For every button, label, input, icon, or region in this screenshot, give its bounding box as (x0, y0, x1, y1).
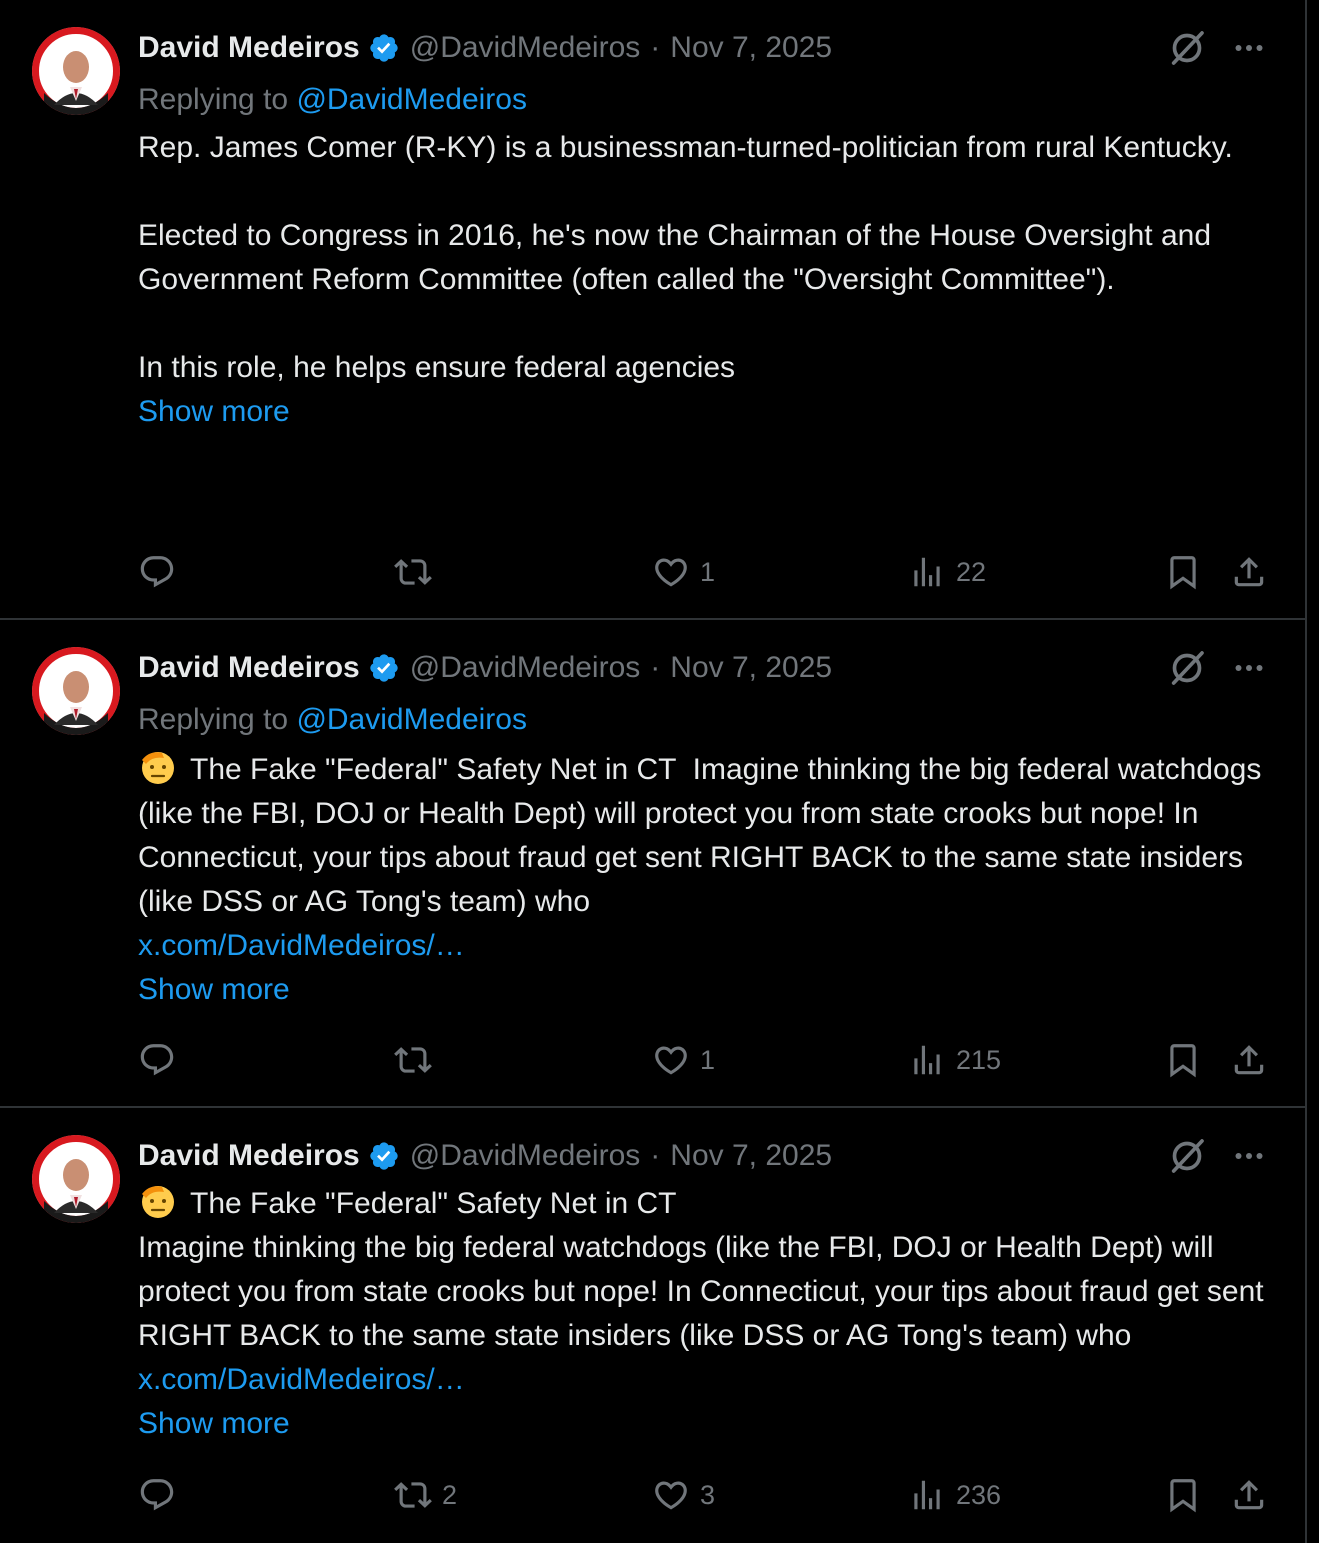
tweet-actions (138, 1473, 1267, 1517)
repost-icon (394, 1476, 432, 1514)
views-button[interactable] (908, 550, 986, 594)
reply-icon (138, 553, 176, 591)
show-more-link[interactable]: Show more (138, 1407, 290, 1440)
tweet[interactable] (0, 1108, 1305, 1543)
tweet-text: Rep. James Comer (R-KY) is a businessman-turned-politician from rural Kentucky. Elected to Congress in 2016, he's now the Chairman of the House Oversight and Government Reform Committee (often called the "Oversight Committee"). In this role, he helps ensure federal agencies (138, 131, 1233, 384)
view-count: 236 (956, 1479, 1002, 1510)
reply-icon (138, 1041, 176, 1079)
reply-button[interactable] (138, 1473, 186, 1517)
author-handle[interactable]: @DavidMedeiros (409, 31, 641, 64)
repost-button[interactable] (394, 550, 442, 594)
replying-to-label: Replying to (138, 703, 297, 736)
reply-button[interactable] (138, 1038, 186, 1082)
tweet-header (138, 1136, 1267, 1176)
like-button[interactable] (652, 1473, 715, 1517)
saluting-face-emoji (138, 1180, 178, 1220)
separator-dot: · (650, 31, 661, 64)
share-button[interactable] (1230, 1038, 1268, 1082)
share-icon (1230, 553, 1268, 591)
author-name[interactable]: David Medeiros (138, 31, 360, 64)
bookmark-icon (1164, 1041, 1202, 1079)
bookmark-button[interactable] (1164, 1038, 1202, 1082)
tweet-date[interactable]: Nov 7, 2025 (670, 1139, 833, 1172)
grok-icon[interactable] (1167, 28, 1207, 68)
replying-to-handle[interactable]: @DavidMedeiros (296, 703, 527, 736)
tweet-text: Imagine thinking the big federal watchdogs (like the FBI, DOJ or Health Dept) will protect you from state crooks but nope! In Connecticut, your tips about fraud get sent RIGHT BACK to the same state insiders (like DSS or AG Tong's team) who (138, 1231, 1272, 1352)
separator-dot: · (650, 1139, 661, 1172)
avatar[interactable] (32, 27, 120, 115)
bookmark-icon (1164, 553, 1202, 591)
grok-icon[interactable] (1167, 648, 1207, 688)
more-icon[interactable] (1231, 1138, 1267, 1174)
share-button[interactable] (1230, 550, 1268, 594)
avatar[interactable] (32, 647, 120, 735)
verified-badge-icon (368, 652, 400, 684)
tweet-text-block (138, 746, 1270, 924)
views-icon (908, 553, 946, 591)
show-more-link[interactable]: Show more (138, 973, 290, 1006)
tweet-header (138, 648, 1267, 688)
share-icon (1230, 1476, 1268, 1514)
more-icon[interactable] (1231, 30, 1267, 66)
views-icon (908, 1476, 946, 1514)
tweet-text-line1: The Fake "Federal" Safety Net in CT (190, 1187, 677, 1220)
repost-icon (394, 1041, 432, 1079)
like-count: 3 (700, 1479, 716, 1510)
tweet-actions (138, 550, 1267, 594)
replying-to-handle[interactable]: @DavidMedeiros (296, 83, 527, 116)
replying-to (138, 80, 1267, 120)
like-icon (652, 1476, 690, 1514)
author-handle[interactable]: @DavidMedeiros (409, 1139, 641, 1172)
grok-icon[interactable] (1167, 1136, 1207, 1176)
tweet-link[interactable]: x.com/DavidMedeiros/… (138, 929, 465, 962)
bookmark-icon (1164, 1476, 1202, 1514)
verified-badge-icon (368, 32, 400, 64)
share-icon (1230, 1041, 1268, 1079)
author-name[interactable]: David Medeiros (138, 1139, 360, 1172)
bookmark-button[interactable] (1164, 550, 1202, 594)
views-button[interactable] (908, 1473, 1001, 1517)
author-name[interactable]: David Medeiros (138, 651, 360, 684)
repost-button[interactable] (394, 1473, 457, 1517)
tweet-header (138, 28, 1267, 68)
like-count: 1 (700, 556, 716, 587)
like-icon (652, 553, 690, 591)
view-count: 215 (956, 1044, 1002, 1075)
more-icon[interactable] (1231, 650, 1267, 686)
tweet-date[interactable]: Nov 7, 2025 (670, 651, 833, 684)
show-more-link[interactable]: Show more (138, 395, 290, 428)
tweet-date[interactable]: Nov 7, 2025 (670, 31, 833, 64)
repost-count: 2 (442, 1479, 458, 1510)
tweet-link[interactable]: x.com/DavidMedeiros/… (138, 1363, 465, 1396)
avatar[interactable] (32, 1135, 120, 1223)
reply-button[interactable] (138, 550, 186, 594)
tweet-text: The Fake "Federal" Safety Net in CT Imagine thinking the big federal watchdogs (like the FBI, DOJ or Health Dept) will protect you from state crooks but nope! In Connecticut, your tips about fraud get sent RIGHT BACK to the same state insiders (like DSS or AG Tong's team) who (138, 753, 1270, 918)
tweet[interactable] (0, 0, 1305, 620)
tweet-actions (138, 1038, 1267, 1082)
views-button[interactable] (908, 1038, 1001, 1082)
tweet[interactable] (0, 620, 1305, 1108)
verified-badge-icon (368, 1140, 400, 1172)
separator-dot: · (650, 651, 661, 684)
bookmark-button[interactable] (1164, 1473, 1202, 1517)
tweet-text-block (138, 1180, 1272, 1402)
repost-icon (394, 553, 432, 591)
like-icon (652, 1041, 690, 1079)
replying-to-label: Replying to (138, 83, 297, 116)
repost-button[interactable] (394, 1038, 442, 1082)
like-button[interactable] (652, 1038, 715, 1082)
share-button[interactable] (1230, 1473, 1268, 1517)
author-handle[interactable]: @DavidMedeiros (409, 651, 641, 684)
replying-to (138, 700, 1267, 740)
like-button[interactable] (652, 550, 715, 594)
saluting-face-emoji (138, 746, 178, 786)
like-count: 1 (700, 1044, 716, 1075)
views-icon (908, 1041, 946, 1079)
reply-icon (138, 1476, 176, 1514)
view-count: 22 (956, 556, 987, 587)
